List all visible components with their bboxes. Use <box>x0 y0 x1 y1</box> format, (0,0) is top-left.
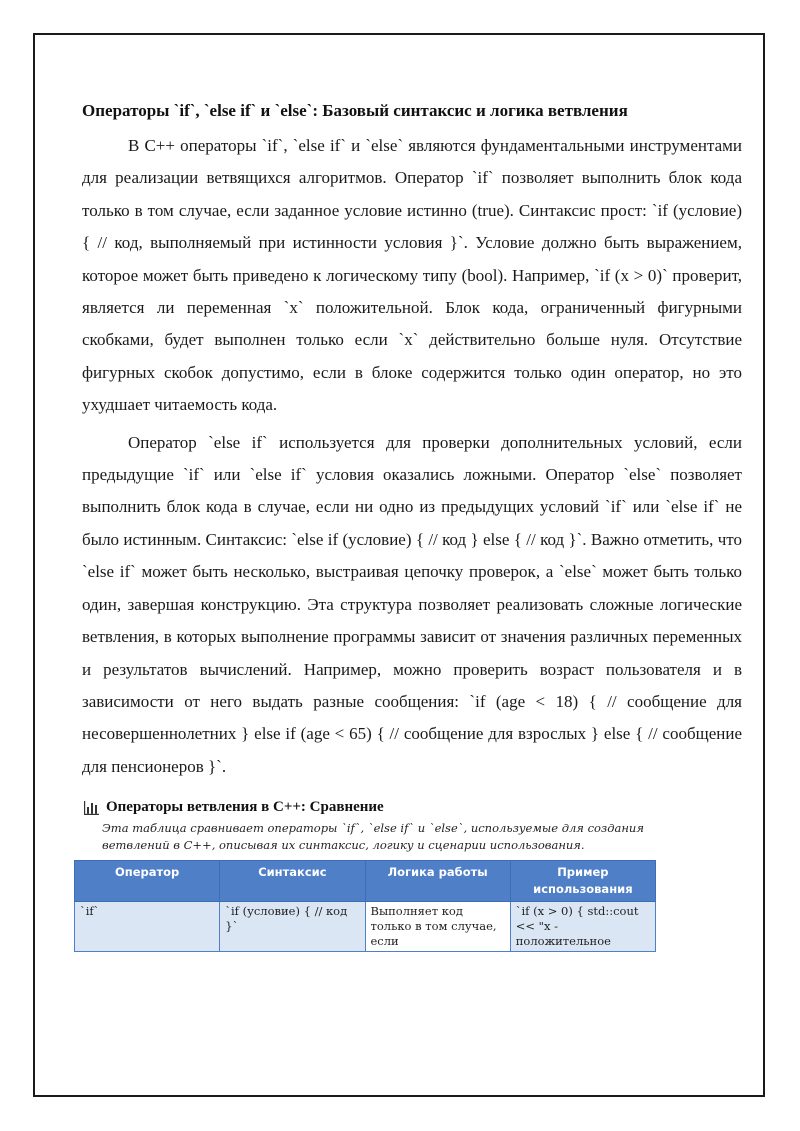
table-cell: Выполняет код только в том случае, если <box>365 902 510 952</box>
paragraph-1: В C++ операторы `if`, `else if` и `else` являются фундаментальными инструментами для реализации ветвящихся алгоритмов. Оператор `if` позволяет выполнить блок кода только в том случае, если заданное условие истинно (true). Синтаксис прост: `if (условие) { // код, выполняемый при истинности условия }`. Условие должно быть выражением, которое может быть приведено к логическому типу (bool). Например, `if (x > 0)` проверит, является ли переменная `x` положительной. Блок кода, ограниченный фигурными скобками, будет выполнен только если `x` действительно больше нуля. Отсутствие фигурных скобок допустимо, если в блоке содержится только один оператор, но это ухудшает читаемость кода. <box>82 136 742 415</box>
bar-chart-icon <box>84 801 99 815</box>
table-caption: Эта таблица сравнивает операторы `if`, `else if` и `else`, используемые для создания ветвлений в C++, описывая их синтаксис, логику и сценарии использования. <box>102 821 644 853</box>
column-header-logic: Логика работы <box>365 861 510 902</box>
paragraph-2: Оператор `else if` используется для проверки дополнительных условий, если предыдущие `if` или `else if` условия оказались ложными. Оператор `else` позволяет выполнить блок кода в случае, если ни одно из предыдущих условий `if` или `else if` не было истинным. Синтаксис: `else if (условие) { // код } else { // код }`. Важно отметить, что `else if` может быть несколько, выстраивая цепочку проверок, а `else` может быть только один, завершая конструкцию. Эта структура позволяет реализовать сложные логические ветвления, в которых выполнение программы зависит от значения различных переменных и результатов вычислений. Например, можно проверить возраст пользователя и в зависимости от него выдать разные сообщения: `if (age < 18) { // сообщение для несовершеннолетних } else if (age < 65) { // сообщение для взрослых } else { // сообщение для пенсионеров }`. <box>82 432 742 776</box>
column-header-syntax: Синтаксис <box>220 861 365 902</box>
table-title <box>84 799 742 816</box>
section-heading: Операторы `if`, `else if` и `else`: Базовый синтаксис и логика ветвления <box>82 101 628 120</box>
table-cell: `if (условие) { // код }` <box>220 902 365 952</box>
table-row <box>75 902 656 952</box>
table-cell: `if (x > 0) { std::cout << "x - положительное <box>510 902 655 952</box>
table-cell: `if` <box>75 902 220 952</box>
column-header-example: Пример использования <box>510 861 655 902</box>
comparison-table <box>74 860 656 952</box>
document-content <box>82 100 742 952</box>
table-title-text: Операторы ветвления в C++: Сравнение <box>106 799 384 816</box>
column-header-operator: Оператор <box>75 861 220 902</box>
table-header-row <box>75 861 656 902</box>
